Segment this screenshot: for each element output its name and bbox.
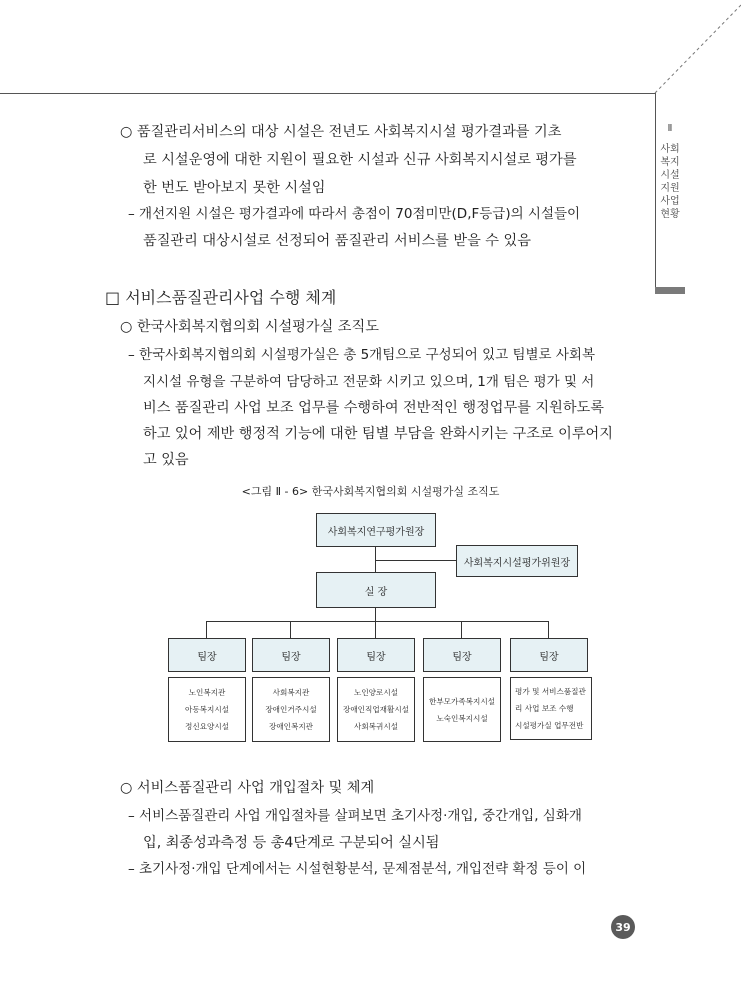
connector: [461, 621, 462, 638]
team-duty-item: 장애인복지관: [268, 722, 313, 731]
dash-1-line-1: – 개선지원 시설은 평가결과에 따라서 총점이 70점미만(D,F등급)의 시설들이: [128, 206, 581, 222]
corner-dashed-line: [0, 0, 741, 100]
org-node-director: 사회복지연구평가원장: [316, 513, 436, 547]
team-1-duties: [168, 677, 246, 742]
section-heading: □ 서비스품질관리사업 수행 체계: [105, 288, 337, 307]
team-duty-item: 사회복지관: [272, 688, 310, 697]
dash-4-line-1: – 초기사정·개입 단계에서는 시설현황분석, 문제점분석, 개입전략 확정 등이 이: [128, 861, 587, 877]
dash-3-line-2: 입, 최종성과측정 등 총4단계로 구분되어 실시됨: [143, 835, 440, 851]
side-tab-marker: [655, 287, 685, 294]
page-number-badge: 39: [611, 915, 635, 939]
team-duty-item: 리 사업 보조 수행: [515, 704, 574, 713]
connector: [548, 621, 549, 638]
team-duty-item: 아동복지시설: [184, 705, 229, 714]
connector: [375, 621, 376, 638]
team-duty-item: 노숙인복지시설: [436, 713, 488, 723]
team-leader-3: 팀장: [337, 638, 415, 672]
team-2-duties: [252, 677, 330, 742]
chapter-side-tab: [660, 122, 680, 221]
bullet-3: ○ 서비스품질관리 사업 개입절차 및 체계: [120, 780, 375, 796]
team-leader-5: 팀장: [510, 638, 588, 672]
figure-caption: <그림 Ⅱ - 6> 한국사회복지협의회 시설평가실 조직도: [241, 485, 500, 498]
team-leader-4: 팀장: [423, 638, 501, 672]
team-duty-item: 평가 및 서비스품질관: [515, 687, 586, 696]
dash-2-line-1: – 한국사회복지협의회 시설평가실은 총 5개팀으로 구성되어 있고 팀별로 사회복: [128, 347, 595, 363]
team-duty-item: 정신요양시설: [184, 722, 229, 731]
team-5-duties: [510, 677, 592, 740]
team-duty-item: 장애인거주시설: [265, 705, 317, 714]
dash-2-line-2: 지시설 유형을 구분하여 담당하고 전문화 시키고 있으며, 1개 팀은 평가 및 서: [143, 374, 595, 390]
bullet-1-line-1: ○ 품질관리서비스의 대상 시설은 전년도 사회복지시설 평가결과를 기초: [120, 124, 562, 140]
dash-3-line-1: – 서비스품질관리 사업 개입절차를 살펴보면 초기사정·개입, 중간개입, 심화개: [128, 808, 582, 824]
connector: [375, 560, 456, 561]
connector: [375, 546, 376, 572]
side-rule: [655, 93, 656, 293]
connector: [375, 607, 376, 621]
dash-2-line-3: 비스 품질관리 사업 보조 업무를 수행하여 전반적인 행정업무를 지원하도록: [143, 400, 604, 416]
org-node-chief: 실 장: [316, 572, 436, 608]
bullet-1-line-3: 한 번도 받아보지 못한 시설임: [143, 180, 326, 196]
connector: [290, 621, 291, 638]
team-leader-2: 팀장: [252, 638, 330, 672]
dash-2-line-4: 하고 있어 제반 행정적 기능에 대한 팀별 부담을 완화시키는 구조로 이루어지: [143, 426, 613, 442]
connector: [206, 621, 548, 622]
team-duty-item: 노인복지관: [188, 688, 226, 697]
team-duty-item: 노인양로시설: [353, 688, 398, 697]
chapter-title: 사회복지시설 지원사업 현황: [660, 144, 680, 220]
connector: [206, 621, 207, 638]
org-node-committee: 사회복지시설평가위원장: [456, 545, 578, 577]
team-duty-item: 장애인직업재활시설: [342, 705, 410, 714]
team-4-duties: [423, 677, 501, 742]
team-duty-item: 시설평가실 업무전반: [515, 721, 584, 730]
dash-2-line-5: 고 있음: [143, 452, 189, 468]
team-duty-item: 한부모가족복지시설: [428, 696, 496, 706]
bullet-2: ○ 한국사회복지협의회 시설평가실 조직도: [120, 319, 379, 335]
team-duty-item: 사회복귀시설: [353, 722, 398, 731]
bullet-1-line-2: 로 시설운영에 대한 지원이 필요한 시설과 신규 사회복지시설로 평가를: [143, 152, 577, 168]
team-3-duties: [337, 677, 415, 742]
dash-1-line-2: 품질관리 대상시설로 선정되어 품질관리 서비스를 받을 수 있음: [143, 233, 531, 249]
team-leader-1: 팀장: [168, 638, 246, 672]
chapter-number: Ⅱ: [667, 123, 673, 134]
